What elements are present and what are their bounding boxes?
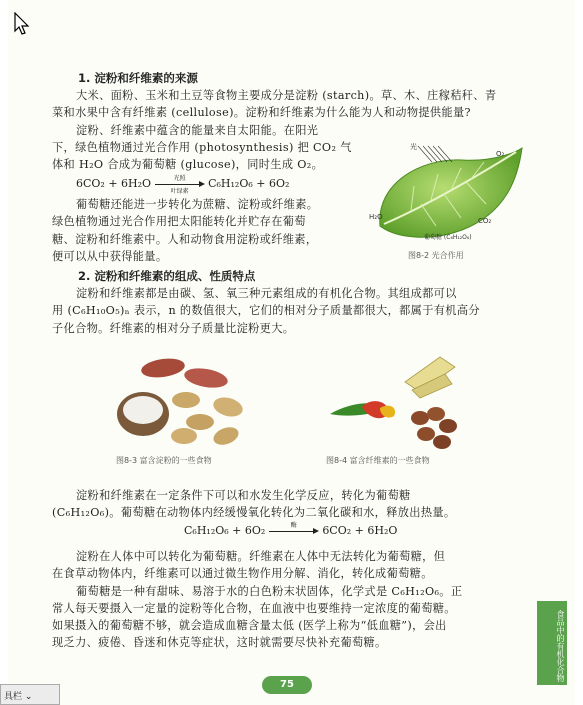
- paragraph-line: 糖、淀粉和纤维素中。人和动物食用淀粉或纤维素，: [52, 233, 318, 246]
- leaf-label-light: 光: [410, 143, 417, 151]
- paragraph-line: 淀粉和纤维素在一定条件下可以和水发生化学反应，转化为葡萄糖: [76, 489, 411, 502]
- reaction-arrow-icon: [269, 522, 319, 537]
- paragraph-line: 常人每天要摄入一定量的淀粉等化合物，在血液中也要维持一定浓度的葡萄糖。: [52, 602, 456, 615]
- paragraph-line: 大米、面粉、玉米和土豆等食物主要成分是淀粉 (starch)。草、木、庄稼秸秆、青: [76, 89, 497, 102]
- paragraph-line: 绿色植物通过光合作用把太阳能转化并贮存在葡萄: [52, 215, 306, 228]
- paragraph-line: 淀粉在人体中可以转化为葡萄糖。纤维素在人体中无法转化为葡萄糖，但: [76, 550, 446, 563]
- starch-foods-figure: [108, 352, 258, 452]
- paragraph-line: 便可以从中获得能量。: [52, 250, 168, 263]
- figure-caption: 图8-4 富含纤维素的一些食物: [326, 456, 430, 465]
- condition-enzyme: 酶: [290, 522, 297, 529]
- paragraph-line: (C₆H₁₂O₆)。葡萄糖在动物体内经缓慢氧化转化为二氧化碳和水，释放出热量。: [52, 506, 456, 519]
- leaf-label-co2: CO₂: [478, 217, 492, 225]
- mouse-cursor-icon: [14, 12, 30, 36]
- equation-reactants: 6CO₂ + 6H₂O: [76, 177, 152, 190]
- paragraph-line: 下，绿色植物通过光合作用 (photosynthesis) 把 CO₂ 气: [52, 141, 352, 154]
- page-number: 75: [262, 676, 312, 694]
- leaf-label-glucose: 葡萄糖 (C₆H₁₂O₆): [424, 234, 472, 241]
- leaf-label-water: H₂O: [369, 213, 383, 221]
- condition-chlorophyll: 叶绿素: [170, 188, 189, 195]
- leaf-label-oxygen: O₂: [496, 150, 505, 158]
- paragraph-line: 葡萄糖还能进一步转化为蔗糖、淀粉或纤维素。: [76, 198, 319, 211]
- figure-caption: 图8-3 富含淀粉的一些食物: [116, 456, 212, 465]
- paragraph-line: 葡萄糖是一种有甜味、易溶于水的白色粉末状固体，化学式是 C₆H₁₂O₆。正: [76, 585, 463, 598]
- paragraph-line: 现乏力、疲倦、昏迷和休克等症状，这时就需要尽快补充葡萄糖。: [52, 636, 387, 649]
- paragraph-line: 在食草动物体内，纤维素可以通过微生物作用分解、消化，转化成葡萄糖。: [52, 567, 433, 580]
- condition-light: 光照: [173, 175, 186, 182]
- equation-products: C₆H₁₂O₆ + 6O₂: [208, 177, 290, 190]
- section-heading-sources: 1. 淀粉和纤维素的来源: [78, 71, 198, 85]
- reaction-arrow-icon: [155, 175, 205, 195]
- paragraph-line: 用 (C₆H₁₀O₅)ₙ 表示，n 的数值很大，它们的相对分子质量都很大，都属于有机高分: [52, 304, 480, 317]
- paragraph-line: 体和 H₂O 合成为葡萄糖 (glucose)，同时生成 O₂。: [52, 158, 324, 171]
- chapter-side-tab: 食品中的有机化合物: [537, 601, 567, 685]
- cellulose-foods-figure: [320, 352, 470, 452]
- paragraph-line: 子化合物。纤维素的相对分子质量比淀粉更大。: [52, 322, 295, 335]
- toolbar-toggle-button[interactable]: 具栏 ⌄: [0, 684, 60, 705]
- photosynthesis-equation: [76, 175, 290, 195]
- glucose-oxidation-equation: [184, 524, 397, 537]
- paragraph-line: 菜和水果中含有纤维素 (cellulose)。淀粉和纤维素为什么能为人和动物提供能量?: [52, 106, 471, 119]
- paragraph-line: 淀粉和纤维素都是由碳、氢、氧三种元素组成的有机化合物。其组成都可以: [76, 287, 457, 300]
- equation-reactants: C₆H₁₂O₆ + 6O₂: [184, 524, 266, 537]
- paragraph-line: 淀粉、纤维素中蕴含的能量来自太阳能。在阳光: [76, 124, 319, 137]
- figure-caption: 图8-2 光合作用: [408, 251, 464, 260]
- section-heading-composition: 2. 淀粉和纤维素的组成、性质特点: [78, 269, 256, 283]
- paragraph-line: 如果摄入的葡萄糖不够，就会造成血糖含量太低 (医学上称为“低血糖”)，会出: [52, 619, 447, 632]
- equation-products: 6CO₂ + 6H₂O: [322, 524, 398, 537]
